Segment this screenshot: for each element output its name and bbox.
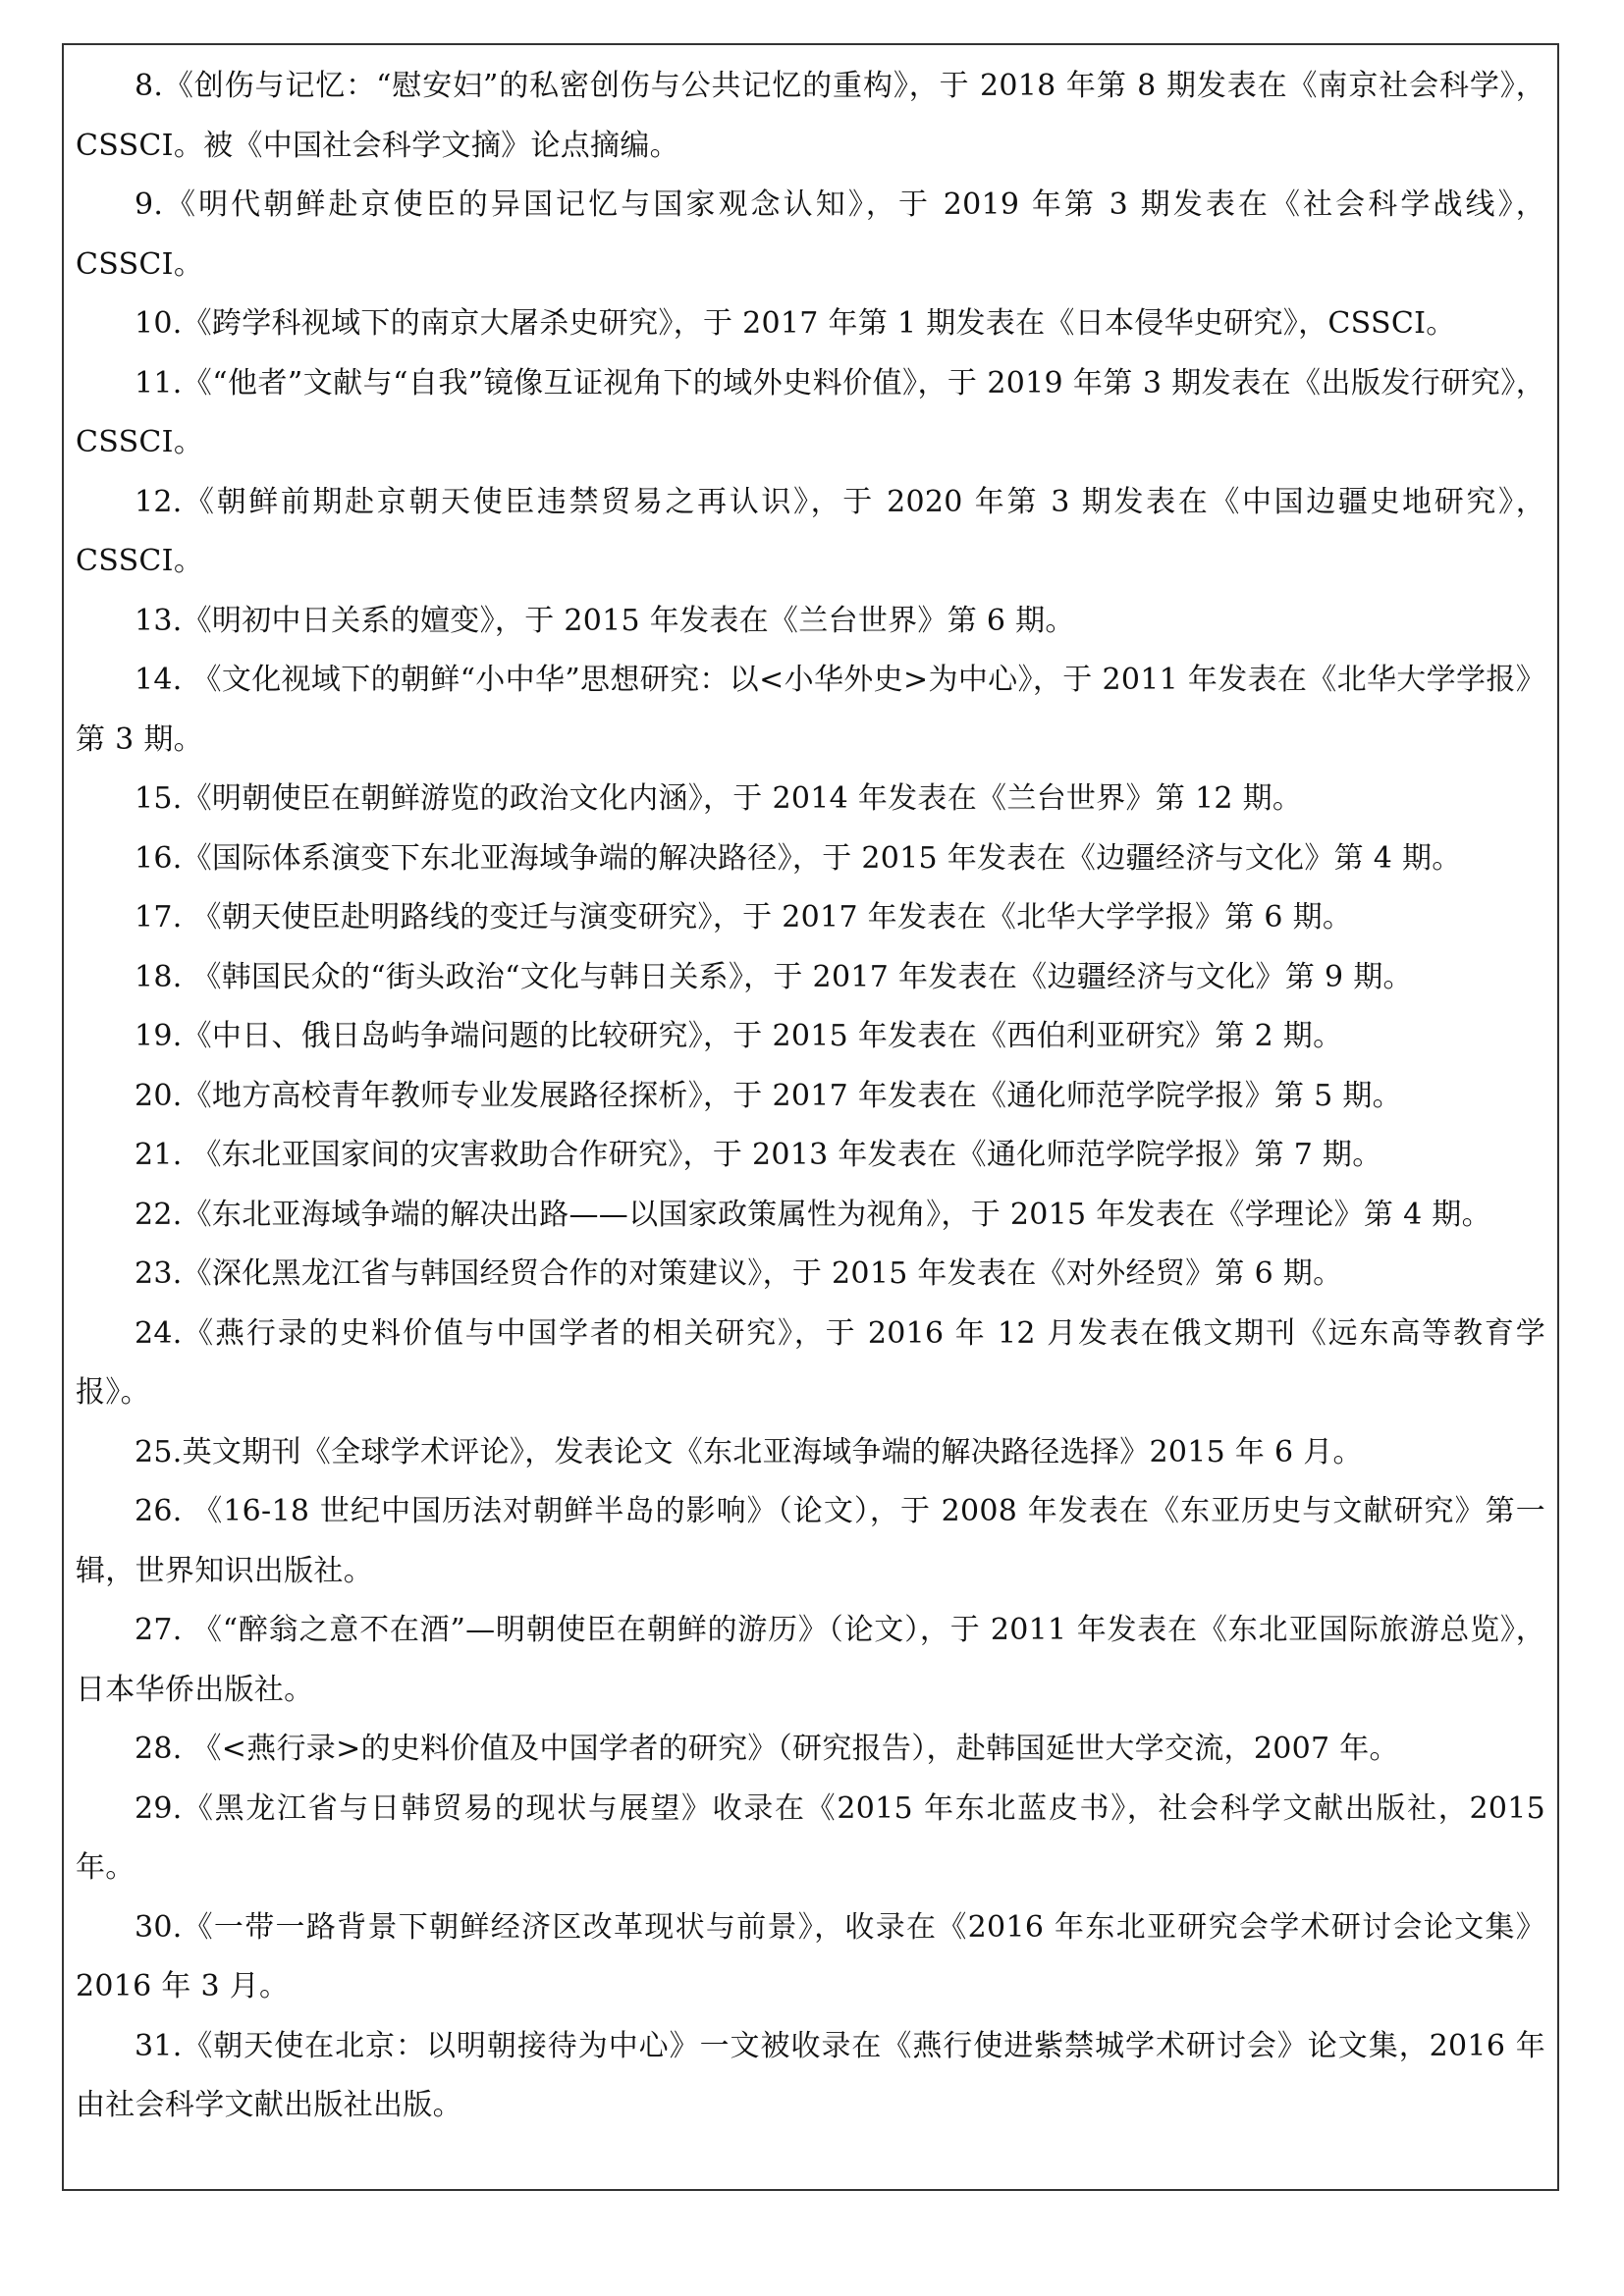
list-item: 17. 《朝天使臣赴明路线的变迁与演变研究》，于 2017 年发表在《北华大学学报》第 6 期。 [135, 900, 1353, 934]
list-item: 15.《明朝使臣在朝鲜游览的政治文化内涵》，于 2014 年发表在《兰台世界》第 12 期。 [135, 781, 1303, 816]
list-item: 12.《朝鲜前期赴京朝天使臣违禁贸易之再认识》，于 2020 年第 3 期发表在《中国边疆史地研究》，CSSCI。 [76, 484, 1545, 578]
list-item: 24.《燕行录的史料价值与中国学者的相关研究》，于 2016 年 12 月发表在俄文期刊《远东高等教育学报》。 [76, 1315, 1545, 1410]
list-item: 19.《中日、俄日岛屿争端问题的比较研究》，于 2015 年发表在《西伯利亚研究》第 2 期。 [135, 1019, 1343, 1053]
list-item: 14. 《文化视域下的朝鲜“小中华”思想研究：以<小华外史>为中心》，于 2011 年发表在《北华大学学报》第 3 期。 [76, 663, 1545, 757]
list-item: 28. 《<燕行录>的史料价值及中国学者的研究》（研究报告），赴韩国延世大学交流，2007 年。 [135, 1732, 1399, 1766]
list-item: 23.《深化黑龙江省与韩国经贸合作的对策建议》，于 2015 年发表在《对外经贸》第 6 期。 [135, 1256, 1343, 1291]
list-item: 21. 《东北亚国家间的灾害救助合作研究》，于 2013 年发表在《通化师范学院学报》第 7 期。 [135, 1138, 1382, 1172]
list-item: 26. 《16-18 世纪中国历法对朝鲜半岛的影响》（论文），于 2008 年发表在《东亚历史与文献研究》第一辑，世界知识出版社。 [76, 1494, 1545, 1588]
publication-list-frame [62, 43, 1559, 2191]
list-item: 9.《明代朝鲜赴京使臣的异国记忆与国家观念认知》，于 2019 年第 3 期发表在《社会科学战线》，CSSCI。 [76, 187, 1545, 282]
list-item: 25.英文期刊《全球学术评论》，发表论文《东北亚海域争端的解决路径选择》2015 年 6 月。 [135, 1434, 1363, 1469]
list-item: 16.《国际体系演变下东北亚海域争端的解决路径》，于 2015 年发表在《边疆经济与文化》第 4 期。 [135, 840, 1462, 876]
list-item: 29.《黑龙江省与日韩贸易的现状与展望》收录在《2015 年东北蓝皮书》，社会科学文献出版社，2015 年。 [76, 1790, 1545, 1885]
list-item: 13.《明初中日关系的嬗变》，于 2015 年发表在《兰台世界》第 6 期。 [135, 603, 1075, 638]
list-item: 31.《朝天使在北京：以明朝接待为中心》一文被收录在《燕行使进紫禁城学术研讨会》论文集，2016 年由社会科学文献出版社出版。 [76, 2028, 1545, 2122]
list-item: 22.《东北亚海域争端的解决出路——以国家政策属性为视角》，于 2015 年发表在《学理论》第 4 期。 [135, 1197, 1491, 1232]
list-item: 20.《地方高校青年教师专业发展路径探析》，于 2017 年发表在《通化师范学院学报》第 5 期。 [135, 1078, 1402, 1113]
list-item: 11.《“他者”文献与“自我”镜像互证视角下的域外史料价值》，于 2019 年第 3 期发表在《出版发行研究》，CSSCI。 [76, 365, 1545, 459]
list-item: 18. 《韩国民众的“街头政治“文化与韩日关系》，于 2017 年发表在《边疆经济与文化》第 9 期。 [135, 959, 1413, 994]
list-item: 30.《一带一路背景下朝鲜经济区改革现状与前景》，收录在《2016 年东北亚研究会学术研讨会论文集》2016 年 3 月。 [76, 1909, 1545, 2003]
list-item: 27. 《“醉翁之意不在酒”—明朝使臣在朝鲜的游历》（论文），于 2011 年发表在《东北亚国际旅游总览》，日本华侨出版社。 [76, 1613, 1545, 1707]
list-item: 8.《创伤与记忆：“慰安妇”的私密创伤与公共记忆的重构》，于 2018 年第 8 期发表在《南京社会科学》，CSSCI。被《中国社会科学文摘》论点摘编。 [76, 69, 1545, 163]
list-item: 10.《跨学科视域下的南京大屠杀史研究》，于 2017 年第 1 期发表在《日本侵华史研究》，CSSCI。 [135, 306, 1456, 341]
